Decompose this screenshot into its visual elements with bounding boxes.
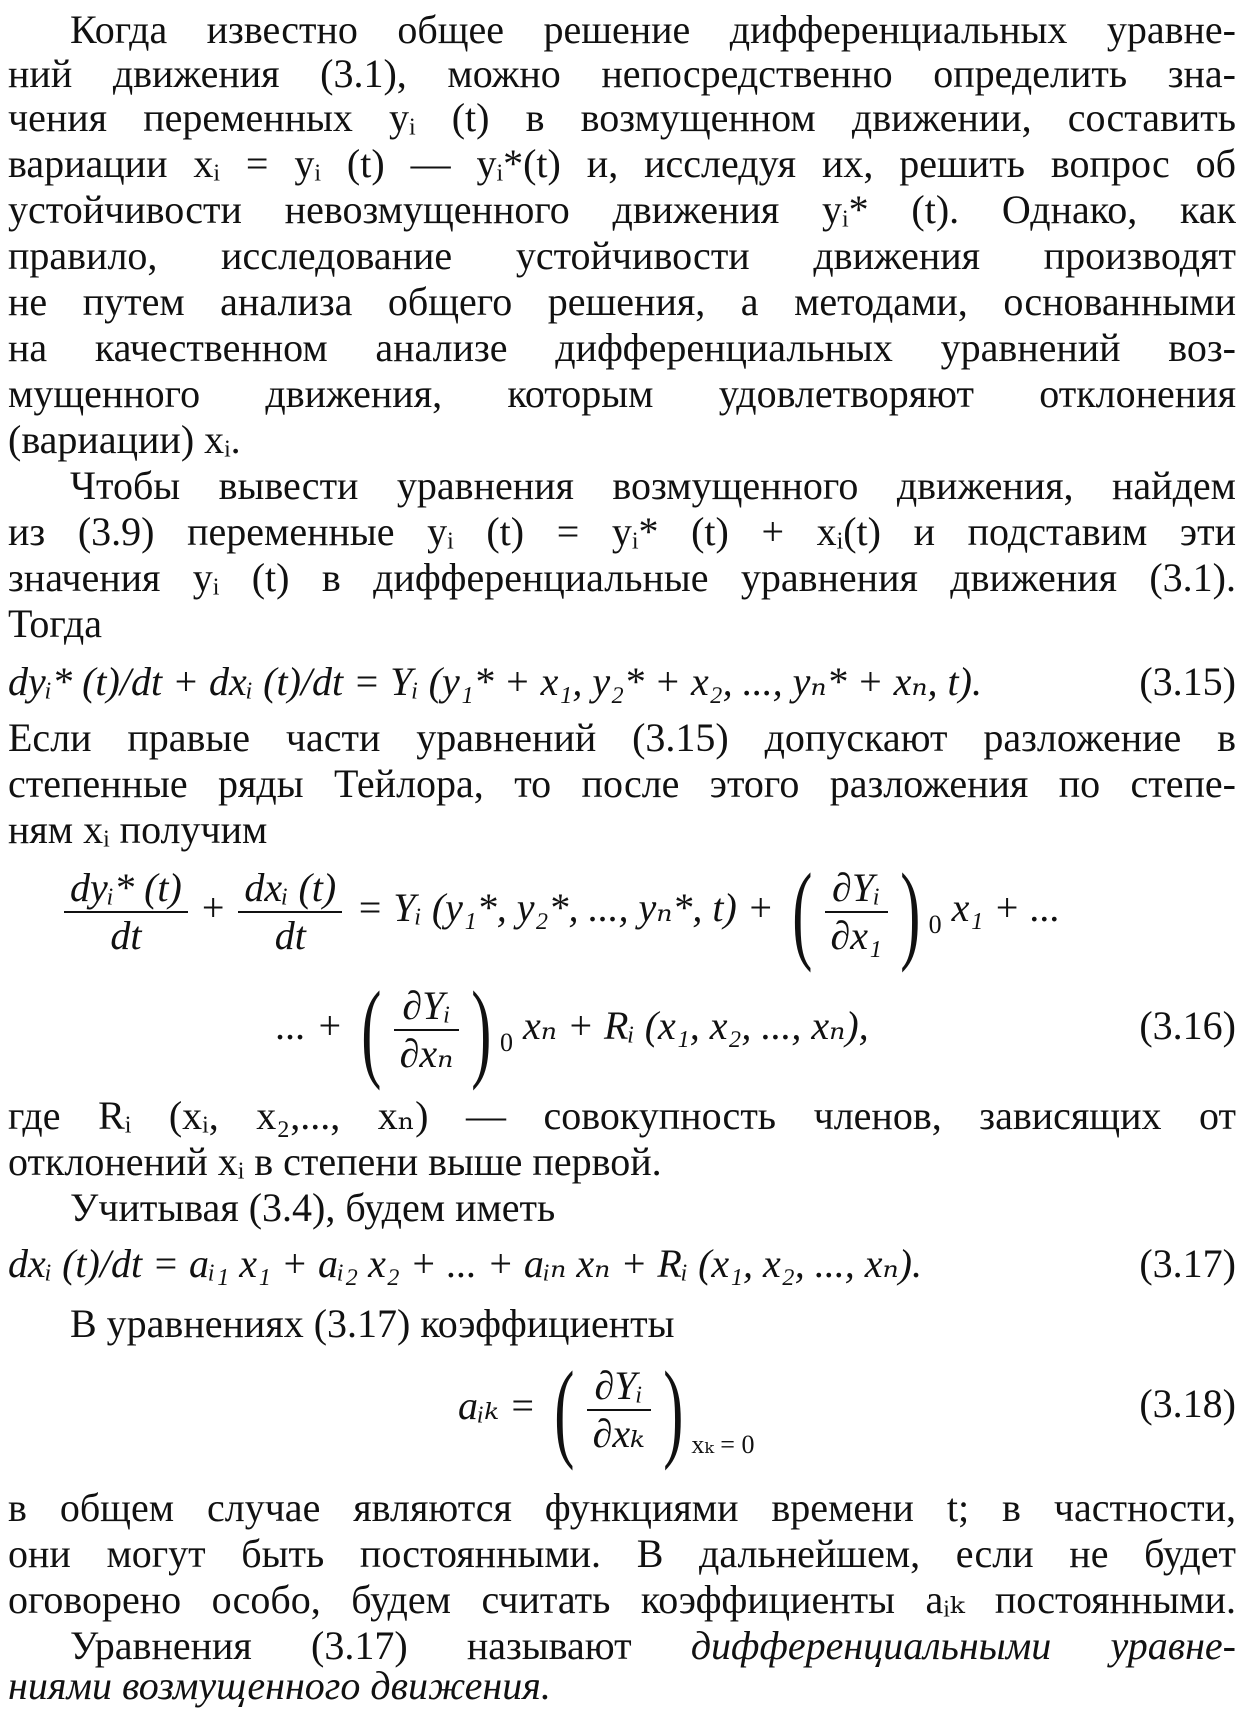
text-line: степенные ряды Тейлора, то после этого разложения по степе- bbox=[8, 761, 1236, 806]
left-paren: ( bbox=[554, 1348, 575, 1471]
text-line: они могут быть постоянными. В дальнейшем, если не будет bbox=[8, 1531, 1236, 1576]
fraction: $\frac{\text{dyᵢ* (t)}}{dt}$ bbox=[64, 865, 188, 959]
text-line: в общем случае являются функциями времени t; в частности, bbox=[8, 1485, 1236, 1530]
text-line: на качественном анализе дифференциальных уравнений воз- bbox=[8, 325, 1236, 370]
text-line: значения yᵢ (t) в дифференциальные уравнения движения (3.1). bbox=[8, 555, 1236, 600]
text-line: (вариации) xᵢ. bbox=[8, 417, 241, 462]
text-line: не путем анализа общего решения, а методами, основанными bbox=[8, 279, 1236, 324]
text-line: Когда известно общее решение дифференциальных уравне- bbox=[70, 7, 1236, 52]
text-line: ний движения (3.1), можно непосредственно определить зна- bbox=[8, 51, 1236, 96]
text-line: мущенного движения, которым удовлетворяют отклонения bbox=[8, 371, 1236, 416]
partial-fraction: $\frac{\text{∂Yᵢ}}{\text{∂x₁}}$ bbox=[825, 865, 888, 959]
text-line: устойчивости невозмущенного движения yᵢ* (t). Однако, как bbox=[8, 187, 1236, 232]
left-paren: ( bbox=[792, 850, 813, 973]
text-line: ням xᵢ получим bbox=[8, 807, 268, 852]
text-line: где Rᵢ (xᵢ, x₂,..., xₙ) — совокупность членов, зависящих от bbox=[8, 1093, 1236, 1138]
text-line: чения переменных yᵢ (t) в возмущенном движении, составить bbox=[8, 95, 1236, 140]
fraction: $\frac{\text{dxᵢ (t)}}{dt}$ bbox=[238, 865, 342, 959]
text-line: Уравнения (3.17) называют дифференциальными уравне- bbox=[70, 1623, 1236, 1668]
equation-number: (3.17) bbox=[1139, 1241, 1236, 1286]
equation-number: (3.15) bbox=[1139, 659, 1236, 704]
equation-3-16-line-1: $\frac{\text{dyᵢ* (t)}}{dt}$ + $\frac{\text{dxᵢ (t)}}{dt}$ = Yᵢ (y₁*, y₂*, ..., yₙ*, t) + ( $\frac{\text{∂Yᵢ}}{\text{∂x₁}}$ ) $_0$ x₁ + ... bbox=[60, 858, 1060, 975]
partial-fraction: $\frac{\text{∂Yᵢ}}{\text{∂xₖ}}$ bbox=[587, 1363, 651, 1457]
equation-3-16-line-2: ... + ( $\frac{\text{∂Yᵢ}}{\text{∂xₙ}}$ ) $_0$ xₙ + Rᵢ (x₁, x₂, ..., xₙ), bbox=[276, 968, 869, 1091]
text-line: В уравнениях (3.17) коэффициенты bbox=[70, 1301, 675, 1346]
text-line: из (3.9) переменные yᵢ (t) = yᵢ* (t) + xᵢ(t) и подставим эти bbox=[8, 509, 1236, 554]
equation-number: (3.16) bbox=[1139, 1003, 1236, 1048]
equation-number: (3.18) bbox=[1139, 1381, 1236, 1426]
right-paren: ) bbox=[471, 968, 492, 1091]
text-line: вариации xᵢ = yᵢ (t) — yᵢ*(t) и, исследуя их, решить вопрос об bbox=[8, 141, 1236, 186]
text-line: Тогда bbox=[8, 601, 102, 646]
equation-3-17: dxᵢ (t)/dt = aᵢ₁ x₁ + aᵢ₂ x₂ + ... + aᵢₙ xₙ + Rᵢ (x₁, x₂, ..., xₙ). bbox=[8, 1241, 923, 1286]
text-line: ниями возмущенного движения. bbox=[8, 1663, 551, 1708]
right-paren: ) bbox=[662, 1348, 684, 1471]
text-line: Учитывая (3.4), будем иметь bbox=[70, 1185, 556, 1230]
text-line: оговорено особо, будем считать коэффициенты aᵢₖ постоянными. bbox=[8, 1577, 1236, 1622]
left-paren: ( bbox=[361, 968, 382, 1091]
text-line: Чтобы вывести уравнения возмущенного движения, найдем bbox=[70, 463, 1236, 508]
equation-3-18: aᵢₖ = ( $\frac{\text{∂Yᵢ}}{\text{∂xₖ}}$ ) $_{x_k = 0}$ bbox=[458, 1348, 755, 1471]
equation-3-15: dyᵢ* (t)/dt + dxᵢ (t)/dt = Yᵢ (y₁* + x₁, y₂* + x₂, ..., yₙ* + xₙ, t). bbox=[8, 659, 982, 704]
right-paren: ) bbox=[900, 850, 921, 973]
text-line: Если правые части уравнений (3.15) допускают разложение в bbox=[8, 715, 1236, 760]
partial-fraction: $\frac{\text{∂Yᵢ}}{\text{∂xₙ}}$ bbox=[394, 983, 460, 1077]
text-line: отклонений xᵢ в степени выше первой. bbox=[8, 1139, 662, 1184]
text-line: правило, исследование устойчивости движения производят bbox=[8, 233, 1236, 278]
